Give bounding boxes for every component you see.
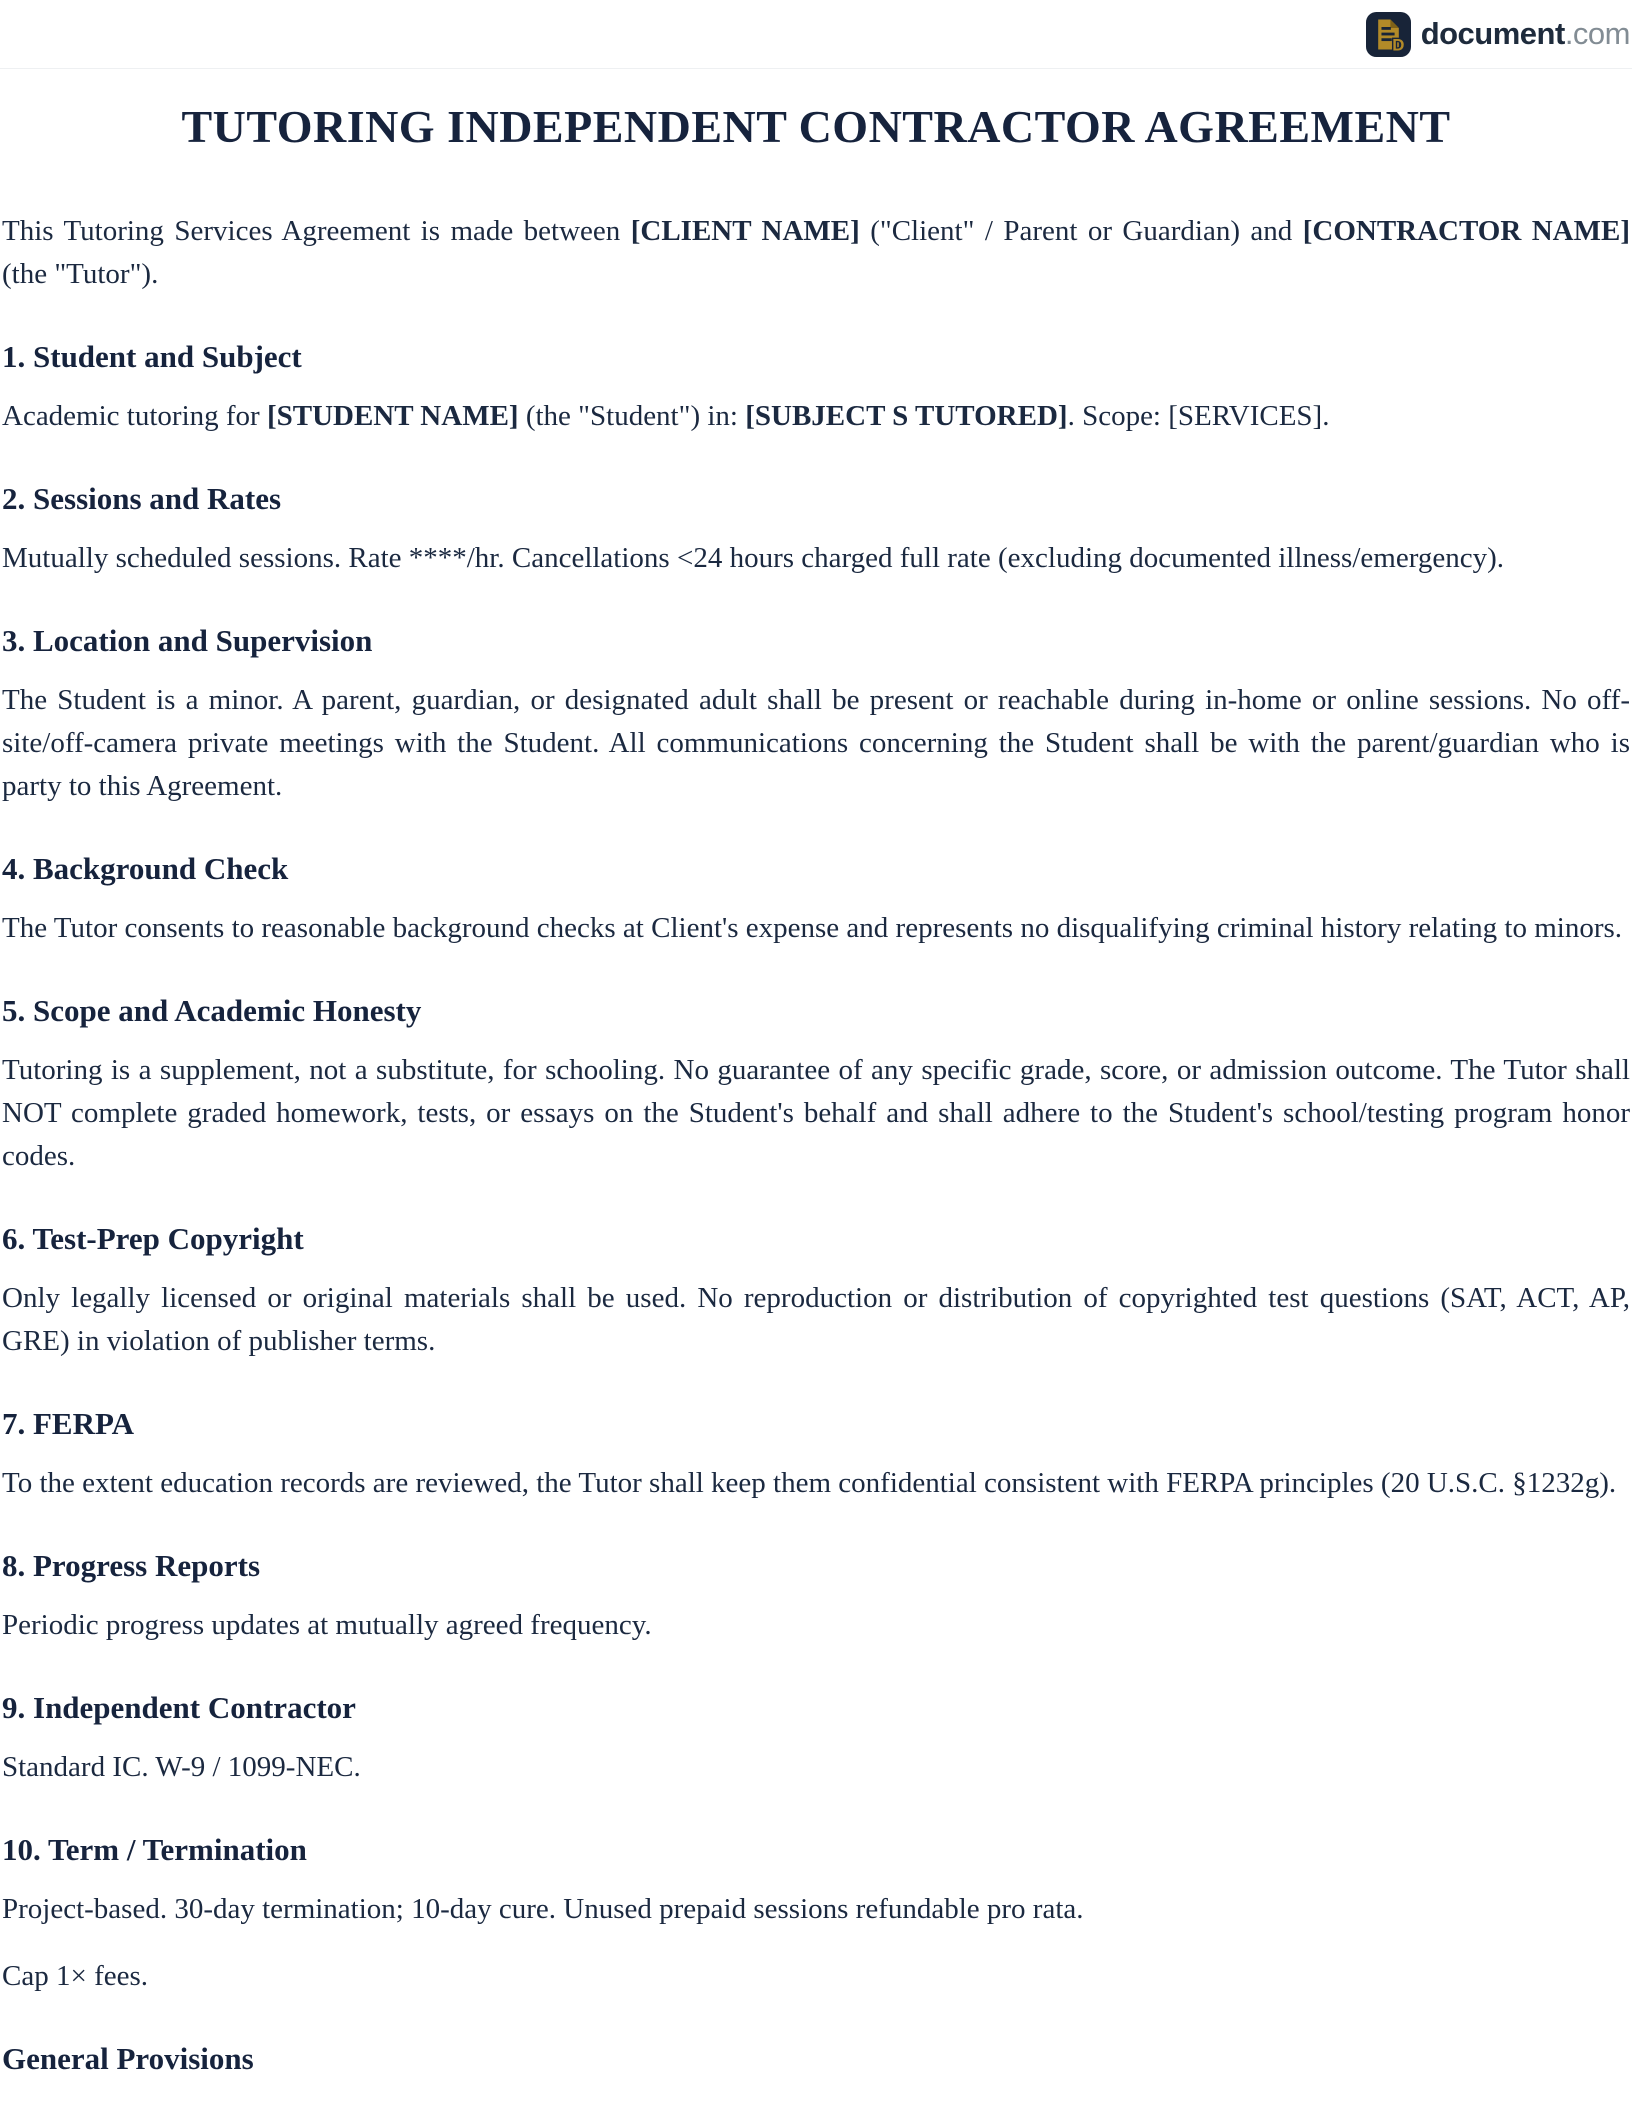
section-heading: 1. Student and Subject	[2, 339, 302, 375]
svg-text:D: D	[1391, 34, 1405, 54]
placeholder-field: [SUBJECT S TUTORED]	[745, 400, 1068, 433]
text-run: Standard IC. W-9 / 1099-NEC.	[2, 1751, 361, 1784]
text-run: (the "Tutor").	[2, 258, 159, 291]
section-heading: 5. Scope and Academic Honesty	[2, 993, 422, 1029]
section-paragraph	[2, 679, 1630, 808]
section-heading: 8. Progress Reports	[2, 1548, 261, 1584]
brand-name	[1421, 16, 1630, 52]
intro-paragraph	[2, 210, 1630, 296]
text-run: (the "Student") in:	[518, 400, 746, 433]
section-paragraph	[2, 1955, 1630, 1998]
section-paragraph	[2, 537, 1630, 580]
document-title: TUTORING INDEPENDENT CONTRACTOR AGREEMENT	[181, 101, 1451, 152]
document-logo-icon	[1366, 12, 1411, 57]
placeholder-field: [CONTRACTOR NAME]	[1302, 215, 1630, 248]
text-run: Mutually scheduled sessions. Rate ****/hr. Cancellations <24 hours charged full rate (excluding documented illness/emergency).	[2, 542, 1504, 575]
text-run: The Tutor consents to reasonable background checks at Client's expense and represents no disqualifying criminal history relating to minors.	[2, 912, 1623, 945]
brand-name-text: document	[1420, 16, 1565, 51]
placeholder-field: [CLIENT NAME]	[630, 215, 860, 248]
section-heading: 6. Test-Prep Copyright	[2, 1221, 304, 1257]
section-paragraph	[2, 1462, 1630, 1505]
section-heading: 10. Term / Termination	[2, 1832, 307, 1868]
text-run: Project-based. 30-day termination; 10-day cure. Unused prepaid sessions refundable pro rata.	[2, 1893, 1084, 1926]
text-run: Only legally licensed or original materials shall be used. No reproduction or distribution of copyrighted test questions (SAT, ACT, AP, GRE) in violation of publisher terms.	[2, 1282, 1630, 1358]
text-run: To the extent education records are reviewed, the Tutor shall keep them confidential consistent with FERPA principles (20 U.S.C. §1232g).	[2, 1467, 1617, 1500]
document-body	[0, 99, 1632, 2077]
text-run: Tutoring is a supplement, not a substitute, for schooling. No guarantee of any specific grade, score, or admission outcome. The Tutor shall NOT complete graded homework, tests, or essays on the Student's behalf and shall adhere to the Student's school/testing program honor codes.	[2, 1054, 1630, 1173]
text-run: Academic tutoring for	[2, 400, 267, 433]
text-run: This Tutoring Services Agreement is made between	[2, 215, 631, 248]
sections	[2, 338, 1630, 2077]
section-heading: 4. Background Check	[2, 851, 289, 887]
section-heading: 7. FERPA	[2, 1406, 135, 1442]
section-paragraph	[2, 1277, 1630, 1363]
text-run: The Student is a minor. A parent, guardian, or designated adult shall be present or reachable during in-home or online sessions. No off-site/off-camera private meetings with the Student. All communications concerning the Student shall be with the parent/guardian who is party to this Agreement.	[2, 684, 1630, 803]
section-paragraph	[2, 1888, 1630, 1931]
section-heading: 9. Independent Contractor	[2, 1690, 356, 1726]
page-header	[0, 0, 1632, 69]
text-run: Cap 1× fees.	[2, 1960, 149, 1993]
section-paragraph	[2, 907, 1630, 950]
text-run: Periodic progress updates at mutually agreed frequency.	[2, 1609, 652, 1642]
text-run: ("Client" / Parent or Guardian) and	[859, 215, 1303, 248]
section-heading: General Provisions	[2, 2041, 254, 2077]
placeholder-field: [STUDENT NAME]	[266, 400, 519, 433]
section-paragraph	[2, 1604, 1630, 1647]
brand-suffix-text: .com	[1564, 16, 1630, 51]
section-paragraph	[2, 1746, 1630, 1789]
section-paragraph	[2, 395, 1630, 438]
section-heading: 2. Sessions and Rates	[2, 481, 282, 517]
text-run: . Scope: [SERVICES].	[1067, 400, 1330, 433]
section-paragraph	[2, 1049, 1630, 1178]
section-heading: 3. Location and Supervision	[2, 623, 373, 659]
brand-link[interactable]	[1366, 12, 1630, 57]
